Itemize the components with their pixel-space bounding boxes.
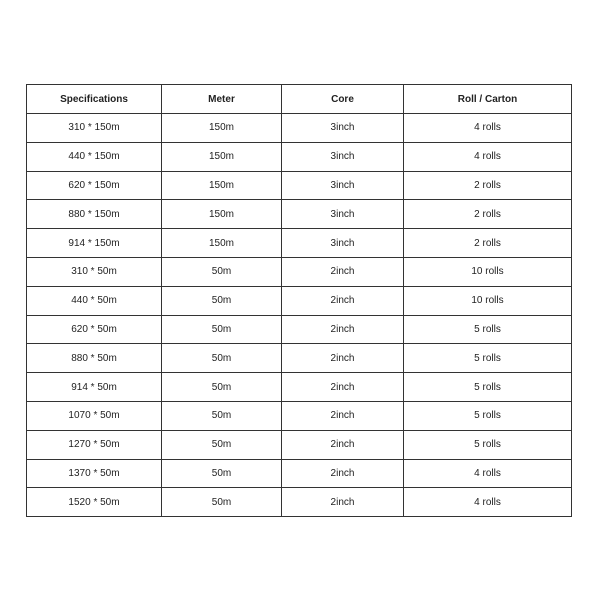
cell-core: 2inch (282, 315, 404, 344)
cell-core: 3inch (282, 142, 404, 171)
cell-specification: 310 * 50m (27, 257, 162, 286)
cell-meter: 50m (162, 344, 282, 373)
cell-roll-carton: 5 rolls (404, 401, 572, 430)
cell-core: 2inch (282, 257, 404, 286)
table-row (27, 430, 572, 459)
cell-meter: 50m (162, 430, 282, 459)
header-specifications: Specifications (27, 85, 162, 114)
table-row (27, 114, 572, 143)
cell-meter: 150m (162, 142, 282, 171)
cell-meter: 50m (162, 257, 282, 286)
cell-core: 3inch (282, 200, 404, 229)
cell-roll-carton: 2 rolls (404, 171, 572, 200)
cell-roll-carton: 10 rolls (404, 286, 572, 315)
cell-roll-carton: 5 rolls (404, 344, 572, 373)
cell-meter: 50m (162, 488, 282, 517)
cell-roll-carton: 10 rolls (404, 257, 572, 286)
table-body (27, 114, 572, 517)
table-row (27, 488, 572, 517)
table-row (27, 401, 572, 430)
cell-specification: 1520 * 50m (27, 488, 162, 517)
specifications-table (26, 84, 572, 517)
cell-roll-carton: 4 rolls (404, 142, 572, 171)
cell-core: 2inch (282, 488, 404, 517)
cell-core: 2inch (282, 344, 404, 373)
table-header (27, 85, 572, 114)
cell-core: 2inch (282, 459, 404, 488)
table-row (27, 344, 572, 373)
cell-specification: 880 * 50m (27, 344, 162, 373)
table-row (27, 315, 572, 344)
header-row (27, 85, 572, 114)
cell-meter: 150m (162, 114, 282, 143)
cell-specification: 914 * 50m (27, 373, 162, 402)
cell-roll-carton: 4 rolls (404, 459, 572, 488)
cell-roll-carton: 5 rolls (404, 373, 572, 402)
cell-roll-carton: 4 rolls (404, 488, 572, 517)
cell-roll-carton: 2 rolls (404, 200, 572, 229)
cell-roll-carton: 2 rolls (404, 229, 572, 258)
cell-specification: 440 * 150m (27, 142, 162, 171)
table-row (27, 229, 572, 258)
cell-specification: 310 * 150m (27, 114, 162, 143)
cell-meter: 50m (162, 286, 282, 315)
header-roll-carton: Roll / Carton (404, 85, 572, 114)
table-row (27, 286, 572, 315)
cell-meter: 50m (162, 401, 282, 430)
cell-specification: 1270 * 50m (27, 430, 162, 459)
cell-specification: 914 * 150m (27, 229, 162, 258)
cell-roll-carton: 5 rolls (404, 315, 572, 344)
cell-specification: 620 * 150m (27, 171, 162, 200)
cell-core: 2inch (282, 286, 404, 315)
table-row (27, 257, 572, 286)
cell-core: 3inch (282, 171, 404, 200)
cell-core: 2inch (282, 430, 404, 459)
cell-meter: 50m (162, 459, 282, 488)
cell-core: 3inch (282, 114, 404, 143)
header-core: Core (282, 85, 404, 114)
table-row (27, 171, 572, 200)
cell-meter: 150m (162, 229, 282, 258)
cell-specification: 1370 * 50m (27, 459, 162, 488)
cell-meter: 50m (162, 373, 282, 402)
table-row (27, 142, 572, 171)
table-row (27, 459, 572, 488)
cell-specification: 880 * 150m (27, 200, 162, 229)
cell-core: 2inch (282, 401, 404, 430)
cell-core: 3inch (282, 229, 404, 258)
cell-meter: 150m (162, 171, 282, 200)
table-row (27, 373, 572, 402)
table-row (27, 200, 572, 229)
cell-roll-carton: 4 rolls (404, 114, 572, 143)
cell-meter: 50m (162, 315, 282, 344)
cell-specification: 1070 * 50m (27, 401, 162, 430)
cell-specification: 440 * 50m (27, 286, 162, 315)
header-meter: Meter (162, 85, 282, 114)
cell-meter: 150m (162, 200, 282, 229)
cell-core: 2inch (282, 373, 404, 402)
cell-roll-carton: 5 rolls (404, 430, 572, 459)
cell-specification: 620 * 50m (27, 315, 162, 344)
